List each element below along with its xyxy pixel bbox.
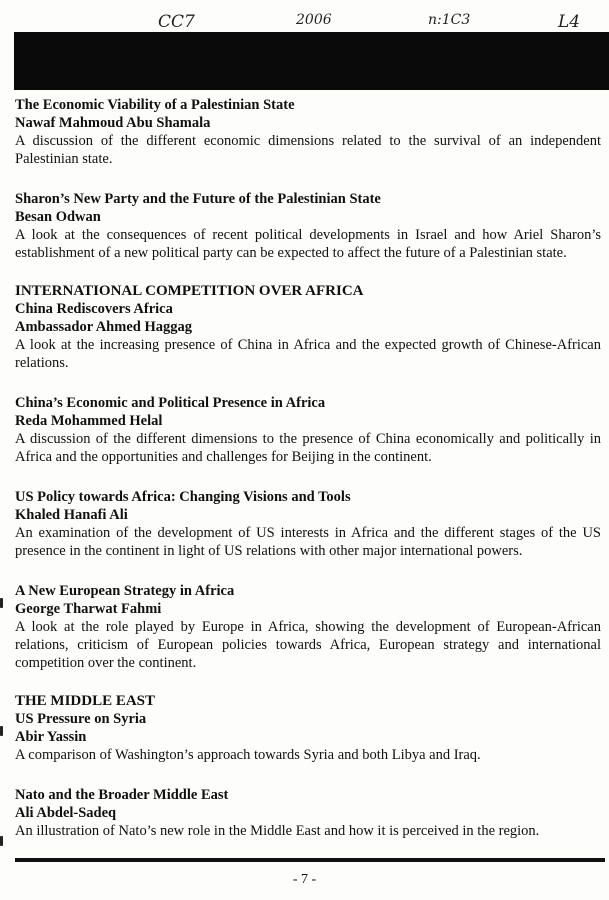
article-author: Ali Abdel-Sadeq (15, 805, 117, 821)
section-palestine (15, 96, 601, 262)
article-title: US Pressure on Syria (15, 711, 147, 727)
article-entry (15, 300, 601, 372)
page-number: - 7 - (292, 872, 317, 887)
article-title: Sharon’s New Party and the Future of the Palestinian State (15, 191, 381, 207)
article-description: An examination of the development of US interests in Africa and the different stages of the US presence in the continent in light of US relations with other major international powers. (15, 525, 601, 559)
handwritten-note: CC7 (158, 12, 195, 32)
margin-mark (0, 598, 3, 608)
handwritten-note: 2006 (296, 12, 332, 28)
margin-mark (0, 726, 3, 736)
margin-mark (0, 836, 3, 846)
article-title: The Economic Viability of a Palestinian State (15, 97, 295, 113)
handwritten-note: n:1C3 (428, 12, 471, 28)
article-entry (15, 488, 601, 560)
article-author: George Tharwat Fahmi (15, 601, 162, 617)
handwritten-note: L4 (558, 12, 581, 32)
article-title: China’s Economic and Political Presence in Africa (15, 395, 326, 411)
article-author: Reda Mohammed Helal (15, 413, 163, 429)
header-black-bar (14, 32, 609, 90)
article-author: Besan Odwan (15, 209, 101, 225)
article-description: An illustration of Nato’s new role in the Middle East and how it is perceived in the region. (15, 823, 540, 839)
article-title: Nato and the Broader Middle East (15, 787, 229, 803)
section-heading: THE MIDDLE EAST (15, 693, 156, 709)
article-description: A look at the role played by Europe in Africa, showing the development of European-African relations, criticism of European policies towards Africa, European strategy and international competition over the continent. (15, 619, 601, 671)
article-author: Khaled Hanafi Ali (15, 507, 128, 523)
section-middle-east (15, 692, 601, 840)
article-title: US Policy towards Africa: Changing Visions and Tools (15, 489, 351, 505)
article-entry (15, 710, 601, 764)
article-description: A look at the consequences of recent political developments in Israel and how Ariel Sharon’s establishment of a new political party can be expected to affect the future of a Palestinian state. (15, 227, 601, 261)
article-entry (15, 96, 601, 168)
article-author: Abir Yassin (15, 729, 87, 745)
article-description: A discussion of the different dimensions to the presence of China economically and politically in Africa and the opportunities and challenges for Beijing in the continent. (15, 431, 601, 465)
article-description: A discussion of the different economic dimensions related to the survival of an independent Palestinian state. (15, 133, 601, 167)
section-heading: INTERNATIONAL COMPETITION OVER AFRICA (15, 283, 364, 299)
article-entry (15, 786, 601, 840)
article-author: Nawaf Mahmoud Abu Shamala (15, 115, 211, 131)
footer-rule (15, 858, 605, 862)
section-africa (15, 282, 601, 672)
article-entry (15, 190, 601, 262)
article-entry (15, 582, 601, 672)
article-description: A look at the increasing presence of China in Africa and the expected growth of Chinese-African relations. (15, 337, 601, 371)
article-title: A New European Strategy in Africa (15, 583, 235, 599)
article-author: Ambassador Ahmed Haggag (15, 319, 192, 335)
document-body (15, 96, 601, 856)
article-title: China Rediscovers Africa (15, 301, 173, 317)
article-description: A comparison of Washington’s approach towards Syria and both Libya and Iraq. (15, 747, 481, 763)
article-entry (15, 394, 601, 466)
